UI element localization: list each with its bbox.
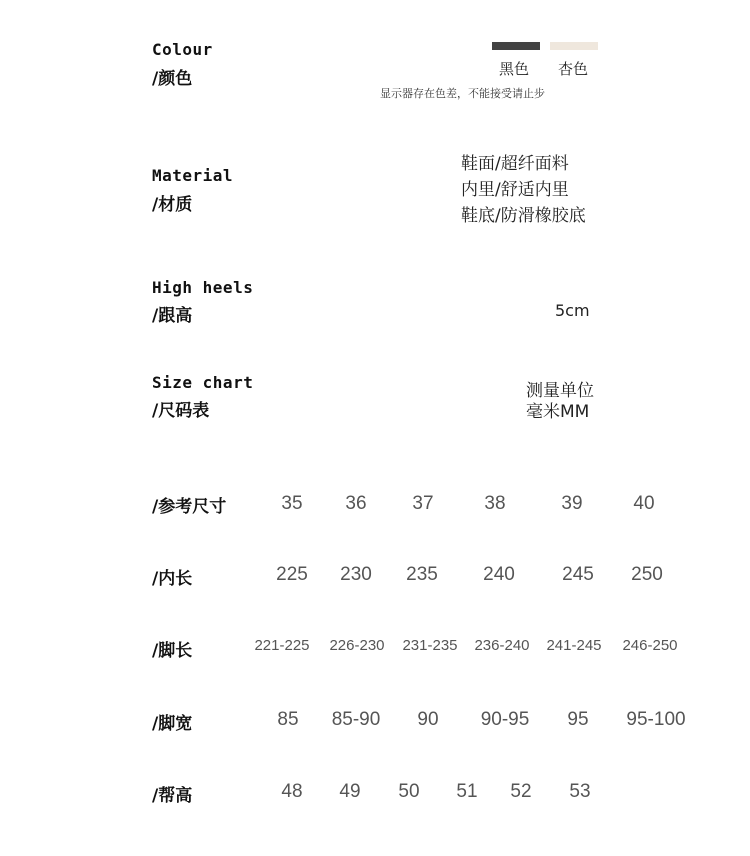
table-cell: 225 xyxy=(276,564,308,585)
table-cell: 49 xyxy=(339,781,361,802)
heels-label-zh: /跟高 xyxy=(152,306,193,326)
table-cell: 226-230 xyxy=(329,637,385,654)
swatch-apricot xyxy=(550,42,598,50)
swatch-black xyxy=(492,42,540,50)
table-cell: 85-90 xyxy=(331,709,381,730)
table-cell: 90 xyxy=(417,709,439,730)
size-chart-label-zh: /尺码表 xyxy=(152,401,210,421)
table-cell: 40 xyxy=(633,493,655,514)
row-label: /参考尺寸 xyxy=(152,497,227,517)
material-label-en: Material xyxy=(152,166,234,185)
table-cell: 240 xyxy=(483,564,515,585)
size-chart-unit-line2: 毫米MM xyxy=(526,402,590,422)
size-chart-unit-line1: 测量单位 xyxy=(526,381,594,401)
colour-label-en: Colour xyxy=(152,40,213,59)
swatch-black-name: 黑色 xyxy=(499,60,530,78)
table-cell: 36 xyxy=(345,493,367,514)
table-cell: 39 xyxy=(561,493,583,514)
colour-label-zh: /颜色 xyxy=(152,69,193,89)
table-cell: 48 xyxy=(281,781,303,802)
table-cell: 50 xyxy=(398,781,420,802)
colour-note: 显示器存在色差，不能接受请止步 xyxy=(380,87,545,100)
table-cell: 231-235 xyxy=(402,637,458,654)
table-cell: 95 xyxy=(567,709,589,730)
material-line-upper: 鞋面/超纤面料 xyxy=(461,154,569,174)
row-label: /脚宽 xyxy=(152,714,193,734)
row-label: /内长 xyxy=(152,569,193,589)
table-cell: 37 xyxy=(412,493,434,514)
row-label: /脚长 xyxy=(152,641,193,661)
material-line-lining: 内里/舒适内里 xyxy=(461,180,569,200)
table-cell: 90-95 xyxy=(480,709,530,730)
table-cell: 235 xyxy=(406,564,438,585)
table-cell: 250 xyxy=(631,564,663,585)
table-cell: 38 xyxy=(484,493,506,514)
table-cell: 230 xyxy=(340,564,372,585)
row-label: /帮高 xyxy=(152,786,193,806)
table-cell: 53 xyxy=(569,781,591,802)
table-cell: 85 xyxy=(277,709,299,730)
table-cell: 241-245 xyxy=(546,637,602,654)
heels-label-en: High heels xyxy=(152,278,254,297)
table-cell: 236-240 xyxy=(474,637,530,654)
swatch-apricot-name: 杏色 xyxy=(558,60,589,78)
material-line-sole: 鞋底/防滑橡胶底 xyxy=(461,206,586,226)
size-chart-label-en: Size chart xyxy=(152,373,254,392)
table-cell: 51 xyxy=(456,781,478,802)
material-label-zh: /材质 xyxy=(152,195,193,215)
table-cell: 95-100 xyxy=(626,709,686,730)
heels-value: 5cm xyxy=(555,301,590,320)
table-cell: 221-225 xyxy=(254,637,310,654)
table-cell: 52 xyxy=(510,781,532,802)
table-cell: 35 xyxy=(281,493,303,514)
table-cell: 246-250 xyxy=(622,637,678,654)
table-cell: 245 xyxy=(562,564,594,585)
